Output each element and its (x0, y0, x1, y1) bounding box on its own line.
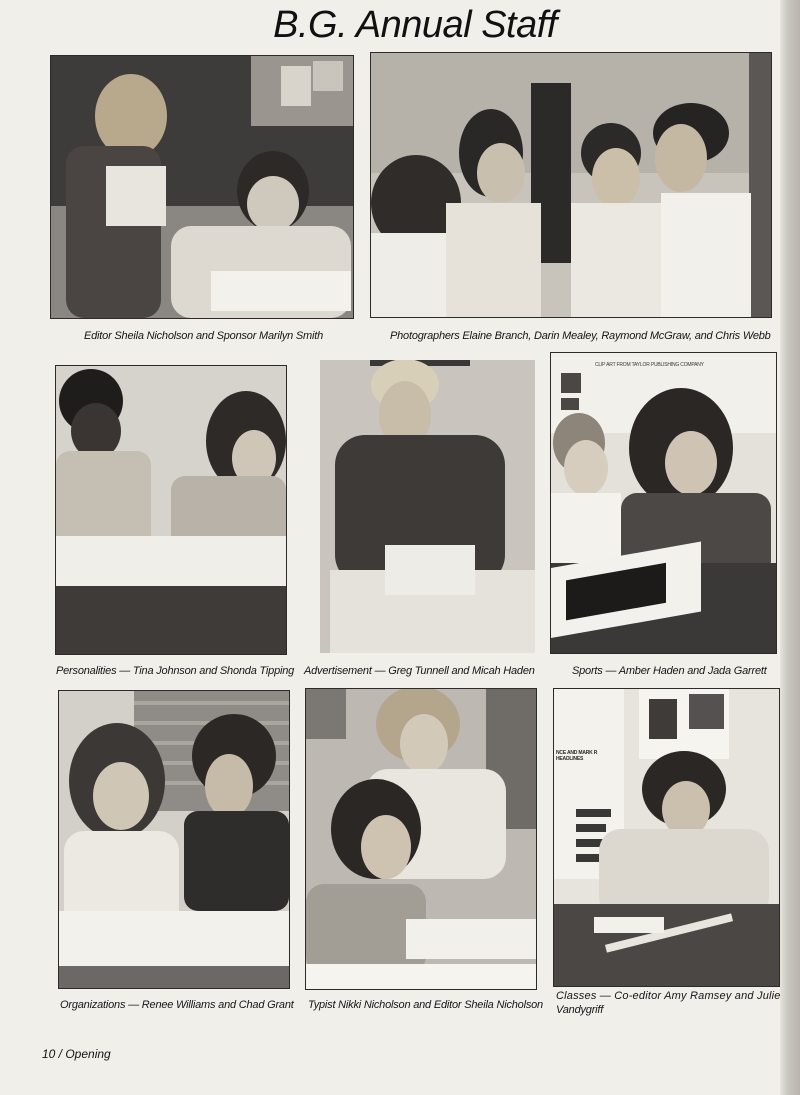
photo-advertisement (300, 360, 535, 653)
caption-organizations: Organizations — Renee Williams and Chad Grant (60, 999, 294, 1011)
caption-photographers: Photographers Elaine Branch, Darin Mealey, Raymond McGraw, and Chris Webb (390, 330, 771, 342)
caption-classes-line1: Classes — Co-editor Amy Ramsey and Julie (556, 990, 781, 1002)
page-folio: 10 / Opening (42, 1047, 111, 1061)
caption-advertisement: Advertisement — Greg Tunnell and Micah Haden (304, 665, 535, 677)
photo-classes (553, 688, 780, 987)
photo-personalities (55, 365, 287, 655)
photo-typist (305, 688, 537, 990)
headline-sign-text: NCE AND MARK R HEADLINES (556, 750, 598, 762)
caption-typist: Typist Nikki Nicholson and Editor Sheila Nicholson (308, 999, 543, 1011)
page-title: B.G. Annual Staff (273, 4, 557, 46)
page-edge (780, 0, 800, 1095)
caption-personalities: Personalities — Tina Johnson and Shonda Tipping (56, 665, 295, 677)
photo-organizations (58, 690, 290, 989)
caption-classes-line2: Vandygriff (556, 1004, 604, 1016)
caption-sports: Sports — Amber Haden and Jada Garrett (572, 665, 767, 677)
photo-sports (550, 352, 777, 654)
caption-editor-sponsor: Editor Sheila Nicholson and Sponsor Marilyn Smith (84, 330, 324, 342)
clipart-sign-text: CLIP ART FROM TAYLOR PUBLISHING COMPANY (595, 362, 704, 368)
photo-photographers (370, 52, 772, 318)
photo-editor-sponsor (50, 55, 354, 319)
